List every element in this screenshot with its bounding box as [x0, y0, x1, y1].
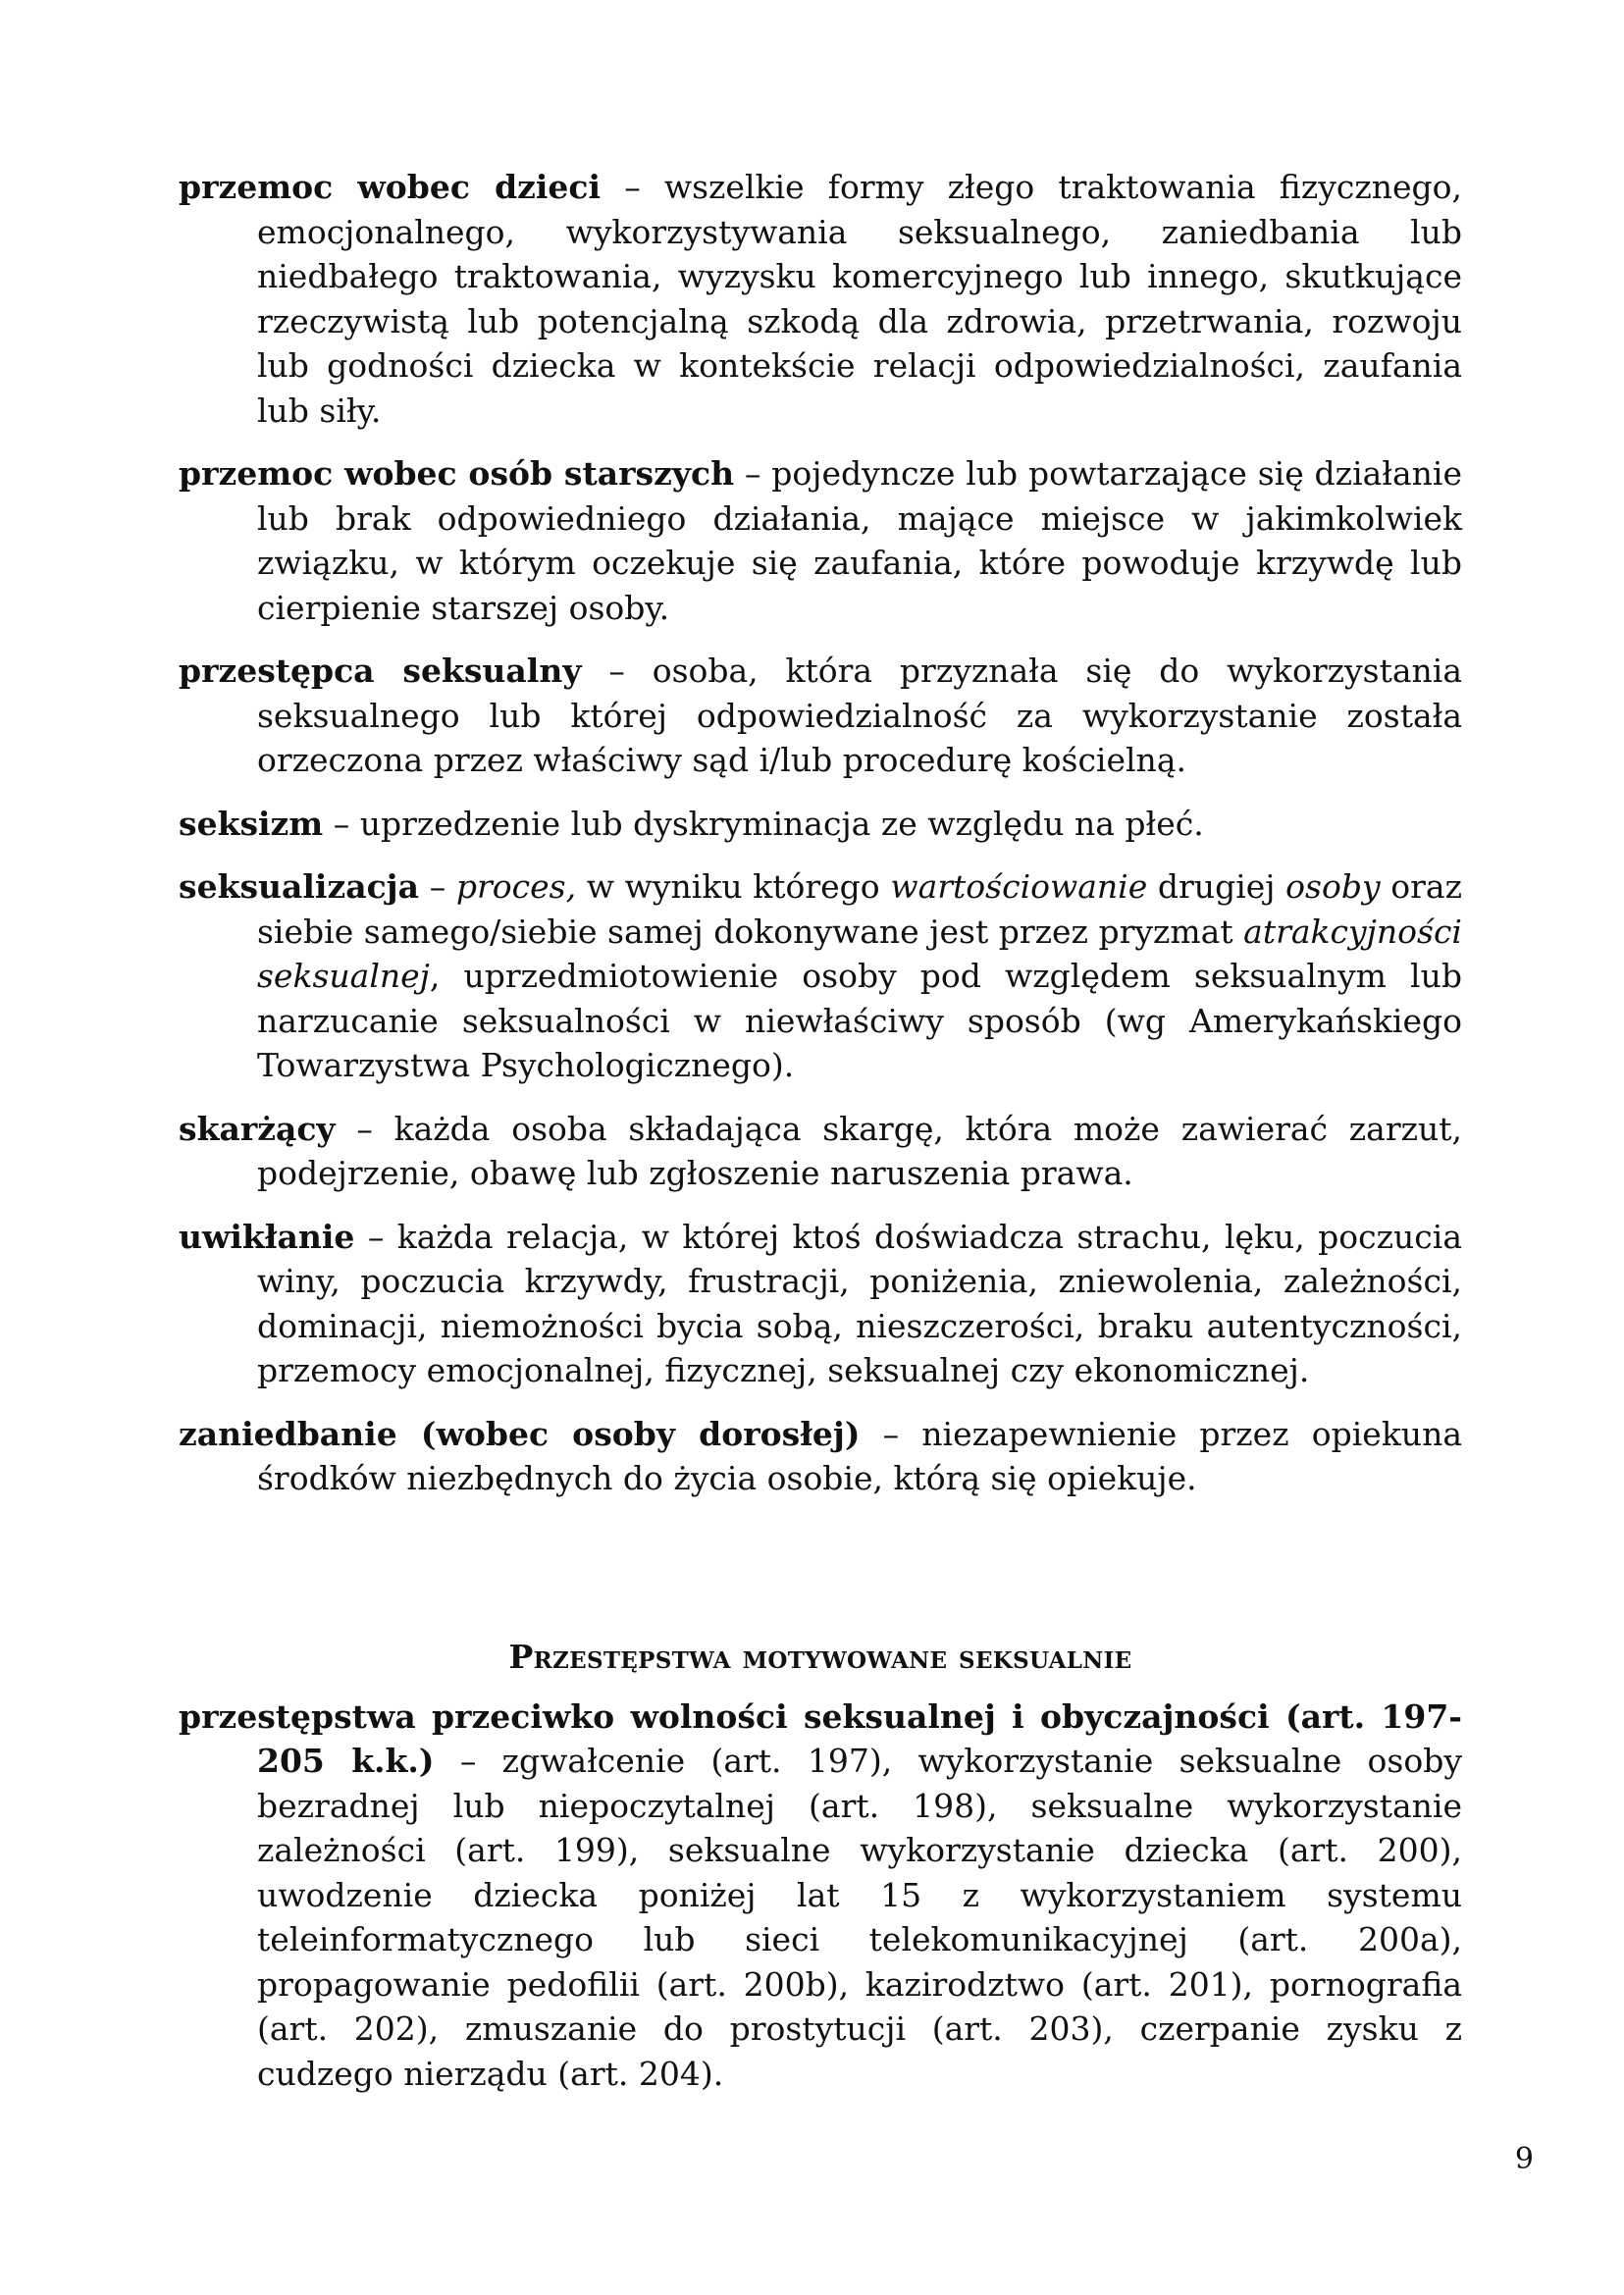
entry-definition: – pojedyncze lub powtarzające się działanie lub brak odpowiedniego działania, mające miejsce w jakimkolwiek związku, w którym oczekuje się zaufania, które powoduje krzywdę lub cierpienie starszej osoby. — [257, 454, 1463, 627]
entry-term: seksizm — [179, 804, 324, 843]
entry-term: przemoc wobec dzieci — [179, 168, 602, 206]
entry-term: przestępca seksualny — [179, 652, 582, 690]
glossary-entry — [179, 802, 1462, 847]
glossary-entry — [179, 165, 1462, 433]
entry-term: zaniedbanie (wobec osoby dorosłej) — [179, 1414, 861, 1453]
entry-term: przemoc wobec osób starszych — [179, 454, 735, 493]
glossary-entry — [179, 1107, 1462, 1196]
glossary-entry — [179, 451, 1462, 630]
entry-definition: – zgwałcenie (art. 197), wykorzystanie seksualne osoby bezradnej lub niepoczytalnej (art. 198), seksualne wykorzystanie zależności (art. 199), seksualne wykorzystanie dziecka (art. 200), uwodzenie dziecka poniżej lat 15 z wykorzystaniem systemu teleinformatycznego lub sieci telekomunikacyjnej (art. 200a), propagowanie pedofilii (art. 200b), kazirodztwo (art. 201), pornografia (art. 202), zmuszanie do prostytucji (art. 203), czerpanie zysku z cudzego nierządu (art. 204). — [257, 1742, 1462, 2093]
entry-italic-phrase: proces, — [455, 867, 577, 906]
entry-definition: – niezapewnienie przez opiekuna środków niezbędnych do życia osobie, którą się opiekuje. — [257, 1414, 1462, 1497]
glossary-entry — [179, 1695, 1462, 2097]
entry-italic-phrase: atrakcyjności seksualnej — [257, 912, 1462, 995]
entry-definition-part: – — [429, 867, 456, 906]
entry-italic-phrase: wartościowanie — [890, 867, 1148, 906]
entry-definition-part: w wyniku którego — [576, 867, 891, 906]
entry-definition-part: oraz siebie samego/siebie samej dokonywane jest przez pryzmat — [257, 867, 1462, 951]
section-heading: Przestępstwa motywowane seksualnie — [508, 1637, 1132, 1676]
entry-definition-part: drugiej — [1147, 867, 1286, 906]
entry-term: skarżący — [179, 1109, 336, 1148]
entry-term: seksualizacja — [179, 867, 420, 906]
entry-term: przestępstwa przeciwko wolności seksualnej i obyczajności (art. 197-205 k.k.) — [179, 1696, 1462, 1780]
entry-definition: – każda relacja, w której ktoś doświadcza strachu, lęku, poczucia winy, poczucia krzywdy, frustracji, poniżenia, zniewolenia, zależności, dominacji, niemożności bycia sobą, nieszczerości, braku autentyczności, przemocy emocjonalnej, fizycznej, seksualnej czy ekonomicznej. — [257, 1217, 1462, 1389]
entry-italic-phrase: osoby — [1285, 867, 1381, 906]
glossary-column — [179, 165, 1462, 2114]
entry-definition: – osoba, która przyznała się do wykorzystania seksualnego lub której odpowiedzialność za wykorzystanie została orzeczona przez właściwy sąd i/lub procedurę kościelną. — [257, 652, 1462, 779]
page-number: 9 — [1514, 2142, 1534, 2176]
entry-definition: – każda osoba składająca skargę, która może zawierać zarzut, podejrzenie, obawę lub zgłoszenie naruszenia prawa. — [257, 1109, 1462, 1192]
entry-term: uwikłanie — [179, 1217, 355, 1256]
glossary-entry — [179, 864, 1462, 1088]
entry-definition: – uprzedzenie lub dyskryminacja ze względu na płeć. — [333, 804, 1204, 843]
entry-definition: – wszelkie formy złego traktowania fizycznego, emocjonalnego, wykorzystywania seksualnego, zaniedbania lub niedbałego traktowania, wyzysku komercyjnego lub innego, skutkujące rzeczywistą lub potencjalną szkodą dla zdrowia, przetrwania, rozwoju lub godności dziecka w kontekście relacji odpowiedzialności, zaufania lub siły. — [257, 168, 1462, 430]
entry-definition-part: , uprzedmiotowienie osoby pod względem seksualnym lub narzucanie seksualności w niewłaściwy sposób (wg Amerykańskiego Towarzystwa Psychologicznego). — [257, 957, 1462, 1084]
glossary-entry — [179, 1215, 1462, 1393]
glossary-entry — [179, 1412, 1462, 1501]
glossary-entry — [179, 649, 1462, 783]
